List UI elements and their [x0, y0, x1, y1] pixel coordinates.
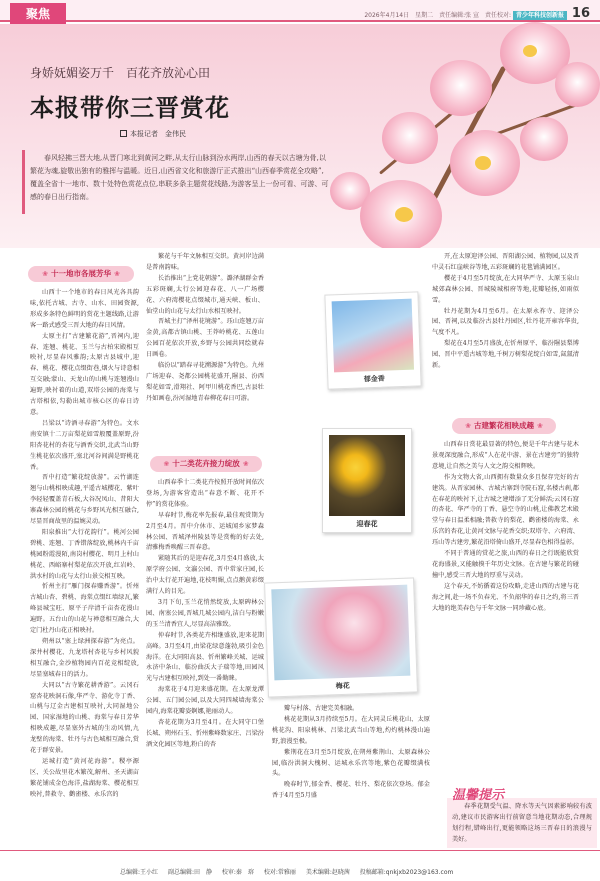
footer-item: 投稿邮箱:qnkjxb2023@163.com: [359, 869, 454, 876]
paragraph: 长治推出“上党花朝游”。潞泽湖群金香五彩斑斓,太行公园迎春花、八一广场樱花、六府湾樱花点缀城市,通天峡、板山、仙堂山的山花与太行山水相互映衬。: [146, 274, 264, 315]
tip-text: [452, 802, 592, 846]
footer-item: 美术编辑:赵晓茜: [305, 869, 350, 876]
paragraph: 春季花期受气温、降水等天气因素影响较有波动,建议市民游客出行前留意当地花期动态,合理规划行程,错峰出行,更能领略这场三晋春日的浪漫与美好。: [452, 803, 592, 843]
tip-title: 温馨提示: [452, 788, 505, 803]
paragraph: 山西十一个地市的春日风光各具韵味,依托古城、古寺、山水、田园资源,形成多条特色鲜明的赏花主题线路,让游客一路式感受三晋大地的春日风情。: [30, 289, 139, 329]
footer-credits: [120, 867, 461, 876]
paragraph: 吕梁以“诗酒寻春游”为特色。文水南安镇十二万亩梨花如雪般覆盖原野,汾阳杏花村的杏花与酒香交织,北武当山野生桃花依次盛开,塞北河谷间满是野桃花香。: [30, 419, 139, 471]
article-column-6: [272, 704, 430, 846]
byline-text: 本报记者 金伟民: [130, 130, 186, 138]
paragraph: 3月下旬,玉兰花悄然绽放,太原碑林公园、南塞公园,晋城几城公园内,洁白与粉嫩的玉兰清香宜人,尽显高洁雅致。: [146, 598, 264, 628]
paragraph: 晚春时节,郁金香、樱花、牡丹、梨花依次登场。郁金香于4月至5月盛: [272, 781, 430, 800]
paragraph: 杏花花期为3月至4月。在大同守口堡长城、朔州石玉、忻州紫峰数家庄、吕梁汾酒文化园区等地,粉白的杏: [146, 718, 264, 748]
photo-plum-blossom: [264, 577, 418, 697]
article-column-3: [432, 252, 579, 388]
paragraph: 梨花在4月至5月盛放,在忻州原平、临汾隰县梨博园、晋中平遥古城等地,千树万树梨花绽白如雪,氤氲清新。: [432, 340, 579, 370]
article-column-2: [146, 252, 264, 444]
kicker: 身娇妩媚姿万千 百花齐放沁心田: [30, 66, 211, 80]
paragraph: 太原主打“古建繁花游”,晋祠内,迎春、连翘、桃花、玉兰与古柏宋殿相互映衬,尽显春风雅韵;太原古县城中,迎春、桃花、樱花点缀街巷,烟火与诗意相互交融;蒙山、天龙山的山桃与连翘漫山遍野,映衬着的山道,双塔公园的海棠与古塔相依,勾勒出城市核心区的春日诗意。: [30, 332, 139, 416]
paragraph: 忻州主打“雁门探春赚香游”。忻州古城山杏、碧桃、海棠点缀红墙绿瓦,繁峰县城宝旺、原平子岸清千亩杏花漫山遍野。五台山的山花与禅意相互融合,大定门杜丹山花正相映衬。: [30, 583, 139, 635]
article-column-1: [30, 288, 139, 846]
masthead-brand: 青少年科技创新报: [513, 11, 567, 20]
byline: [120, 129, 186, 139]
footer-item: 校对:常雅丽: [263, 869, 296, 876]
paragraph: 晋中打造“繁花绽放游”。云竹湖连翘与山桃相映成趣,平遥古城樱花、紫叶李轻轻覆盖青石板,大谷况凤山、昔阳大寨森林公园的桃花与乡野风光相互融合,尽显晋商故里的温婉灵动。: [30, 474, 139, 526]
paragraph: 大同以“古寺繁花耕香游”。云冈石窟杏花映洞石像,华严寺、游化寺丁香、山桃与辽金古建相互映衬,大同湿地公园、国家湿地的山桃、海棠与春日芳华相映成趣,尽显塞外古城的生动风情,九龙壁的海棠、牡丹与古色城相互融合,赏花于群安景。: [30, 681, 139, 755]
section-title-cities: ❀ 十一地市各展芳华 ❀: [28, 266, 134, 282]
masthead-date-editor: 2026年4月14日 星期二 责任编辑:张 宣 责任校对:: [364, 12, 512, 19]
section-title-flowers: ❀ 十二类花卉接力绽放 ❀: [150, 456, 262, 472]
footer: [0, 850, 600, 881]
page-number: 16: [571, 6, 590, 21]
paragraph: 不同于普通的赏花之旅,山西的春日之行既能欣赏花海盛景,又能触摸千年历史文脉。在古建与繁花的碰撞中,感受三晋大地的厚重与灵动。: [432, 550, 579, 579]
paragraph: 仲春时节,各类花卉相继盛放,迎来花期高峰。3月至4月,由梁花绿意蓬勃,吸引金色海洋。在大同阳高县、忻州繁峰关城、运城永济中条山、临汾曲沃大子瑞等地,田园风光与古建相互映衬,到处一番勤睐。: [146, 631, 264, 683]
lede-marker: [22, 150, 25, 214]
lede-paragraph: 春风轻拂三晋大地,从晋门寒北到黄河之畔,从太行山脉到汾水两岸,山西的春天以古塘为骨,以繁花为魂,旋敬出独有的雅挥与温暖。近日,山西省文化和旅游厅正式推出“山西春季赏花全攻略”,覆盖全省十一地市、数十处特色赏花点位,串联多条主题赏花线路,为游客呈上一份可看、可游、可感的春日出行指南。: [30, 154, 329, 201]
byline-box-icon: [120, 130, 127, 137]
paragraph: 山西春季十二类花卉按照开放时间依次登场,为游客营造出“春意不断、花开不停”的赏花体验。: [146, 479, 264, 508]
article-column-4: [432, 440, 579, 776]
paragraph: 紫荆花在3月至5月绽放,在朔州紫荆山、太原森林公园,临汾洪洞大槐树、运城永乐宫等地,紫色花瓣缀满枝头。: [272, 748, 430, 778]
paragraph: 瓣与村落、古建完美相融。: [284, 705, 359, 712]
article-column-5: [146, 478, 264, 846]
plum-blossom-image: [271, 585, 410, 681]
footer-item: 校审:秦 瑢: [221, 869, 254, 876]
paragraph: 紧随其后的是迎春花,3月至4月盛放,太原学府公园、文瀛公园、晋中常家庄园,长治中太行花开遍地,花枝明媚,点点鹅黄彩缀满行人的目光。: [146, 555, 264, 596]
blossom-branch-illustration: [320, 22, 600, 252]
footer-item: 副总编辑:田 静: [167, 869, 212, 876]
photo-caption: 迎春花: [356, 519, 378, 528]
paragraph: 阳泉推出“大行花韵行”。桃河公园碧桃、连翘、丁香错落绽放,桃林内千亩桃园粉霞漫陌,南岗村樱花、明月上村山桃花、西峪寨村梨花依次开放,红岩岭、洪水村的山花与太行山景交相互映。: [30, 528, 139, 580]
paragraph: 运城打造“黄河花海游”。稷亭源区、关公故里花木繁茂,解州、圣天湖亩繁花铺成金色海洋,盐湖海棠、樱花相互映衬,普救寺、鹳雀楼、永乐宫的: [30, 757, 139, 798]
photo-tulip: [324, 291, 421, 389]
paragraph: 早春时节,梅花率先报春,最佳观赏期为2月至4月。晋中介休市、运城闻乡家梦森林公园、晋城泽州陵县等是赏梅的好去处,清雅梅香唤醒三晋春意。: [146, 511, 264, 552]
tulip-image: [332, 299, 414, 373]
photo-winter-jasmine: [322, 428, 412, 533]
paragraph: 晋城主打“泽州花境游”。珏山连翘万亩金黄,高都古镇山桃、王莽岭桃花、五莲山公园百花依次开放,乡野与公园共同绘就春日画卷。: [146, 318, 264, 359]
footer-item: 总编辑:王小红: [120, 869, 159, 876]
paragraph: 临汾以“踏春寻花溯源游”为特色。九州广场迎春、尧都公园桃花盛开,隰县、汾西梨花如雪,滑翔社、阿甲川桃花香巴,古县牡丹如画卷,汾河湿地青春柳花春日可游。: [146, 362, 264, 402]
paragraph: 牡丹花期为4月至6月。在太原永祚寺、迎泽公园、晋祠,以及临汾古县牡丹园区,牡丹花开雍容华贵,气度不凡。: [432, 307, 579, 337]
winter-jasmine-image: [329, 435, 405, 516]
masthead-info: [300, 6, 590, 21]
section-title-architecture: ❀ 古建繁花相映成趣 ❀: [452, 418, 556, 434]
section-tag: 聚焦: [10, 3, 66, 25]
photo-caption: 郁金香: [363, 373, 385, 384]
paragraph: 这个春天,不妨循着这份攻略,走进山西的古建与花海之间,赴一场不负春光、不负韶华的春日之约,将三晋大地的绝美春色与千年文脉一同珍藏心底。: [432, 582, 579, 612]
paragraph: 朔州以“塞上绿洲探春游”为亮点。深井村樱花、九龙塔村杏花与乡村风貌相互融合,金沙植物园内百花竞相绽放,尽显塞城春日的活力。: [30, 638, 139, 678]
photo-caption: 梅花: [335, 680, 350, 691]
headline: 本报带你三晋赏花: [30, 94, 230, 122]
paragraph: 樱花于4月至5月绽放,在大同华严寺、太原玉泉山城郊森林公园、晋城陵城相府等地,花瓣轻扬,如雨似雪。: [432, 274, 579, 304]
paragraph: 海棠花于4月迎来盛花期。在太原龙潭公园、五门园公园,以及大同四城墙海棠公园内,海棠花瓣姿婀娜,艳丽动人。: [146, 686, 264, 716]
paragraph: 繁花与千年文脉相互交织。黄河岸边满是普南韵味。: [146, 253, 264, 271]
paragraph: 作为文物大省,山西拥有数量众多且保存完好的古建筑。从晋家园林、古城古寨到寺院石窟,名楼古刹,都在春花的映衬下,让古城之建增添了无分鲜活;云冈石窟的杏花、华严寺的丁香、悬空寺的山桃,让佛教艺术殿堂与春日温柔相融;普救寺的梨花、鹳雀楼的海棠、永乐宫的杏花,让黄河文脉与花香交织;双塔寺、六府湾、珏山等古建旁,繁花沿塔倚山盛开,尽显春色相得益彰。: [432, 473, 579, 547]
paragraph: 桃花花期从3月持续至5月。在大同灵丘桃花山、太原桃花沟、阳泉桃林、吕梁北武当山等地,灼灼桃林漫山遍野,浪漫至极。: [272, 715, 430, 745]
paragraph: 开,在太原迎泽公园、晋阳湖公园、植物园,以及晋中灵石红崖峡谷等地,五彩斑斓的花毯铺满园区。: [432, 253, 579, 271]
paragraph: 山西春日赏花最显著的特色,便是千年古建与花木景观深度融合,形成“人在花中游、景在古建旁”的独特意境,让自然之美与人文之韵交相辉映。: [432, 441, 579, 470]
